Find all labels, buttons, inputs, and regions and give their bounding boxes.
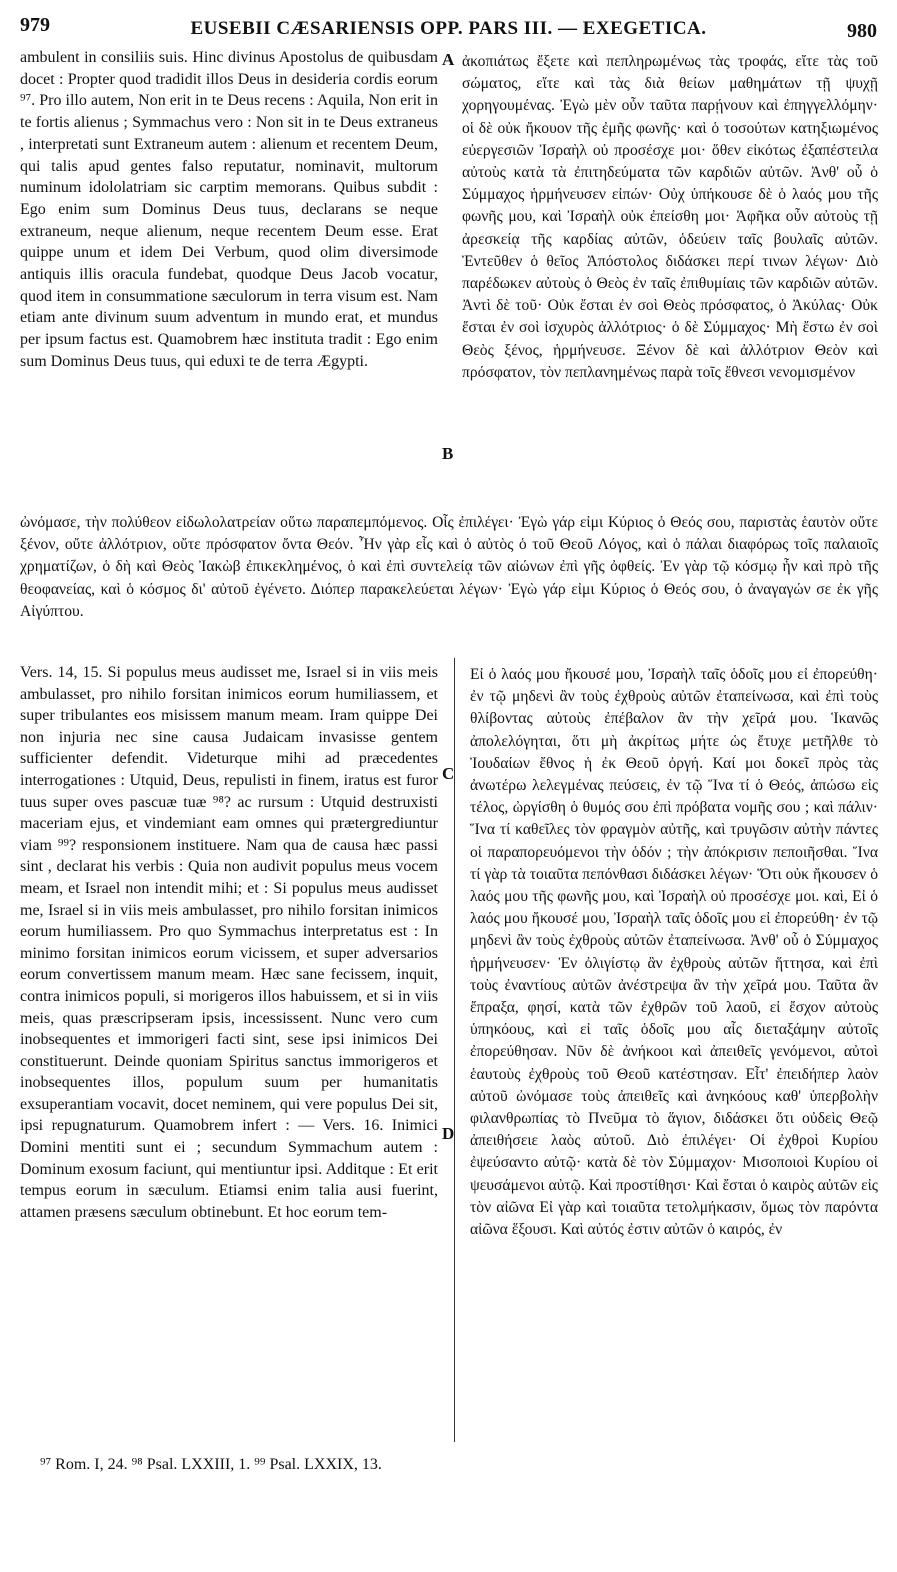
latin-paragraph-bottom: Vers. 14, 15. Si populus meus audisset me, Israel si in viis meis ambulasset, pro nihilo forsitan inimicos eorum humiliassem, et super tribulantes eos misissem manum meam. Iram quippe Dei non injuria nec sine causa Judaicam invasisse gentem sufficienter defendit. Videturque mihi ad præcedentes interrogationes : Utquid, Deus, repulisti in finem, iratus est furor tuus super oves pascuæ tuæ ⁹⁸? ac rursum : Utquid destruxisti maceriam ejus, et vindemiant eam omnes qui prætergrediuntur viam ⁹⁹? responsionem instituere. Nam qua de causa hæc passi sint , declarat his verbis : Quia non audivit populus meus vocem meam, et Israel non intendit mihi; et : Si populus meus audisset me, Israel si in viis meis ambulasset, pro nihilo forsitan inimicos eorum humiliassem. Pro quo Symmachus interpretatus est : In minimo forsitan inimicos eorum vicissem, et super adversarios eorum convertissem manum meam. Hæc sane fecissem, inquit, contra inimicos populi, si morigeros illos habuissem, et si in viis meis, quas præscripseram ipsis, incessissent. Nunc vero cum inobsequentes et immorigeri facti sint, sese ipsi inimicos Dei constituerunt. Deinde quoniam Spiritus sanctus immorigeros et inobsequentes illos, populum suum per humanitatis exsuperantiam vocavit, docet neminem, qui vere populus Dei sit, ipsi repugnaturum. Quamobrem infert : — Vers. 16. Inimici Domini mentiti sunt ei ; secundum Symmachum autem : Dominum exosum faciunt, qui mentiuntur ipsi. Additque : Et erit tempus eorum in sæculum. Etiamsi enim talia ausi fuerint, attamen præsens sæculum obtinebunt. Et hoc eorum tem-	[20, 664, 438, 1221]
page-header	[20, 14, 877, 44]
latin-column-bottom	[20, 662, 438, 1442]
greek-paragraph-bottom: Εἰ ὁ λαός μου ἤκουσέ μου, Ἰσραὴλ ταῖς ὁδοῖς μου εἰ ἐπορεύθη· ἐν τῷ μηδενὶ ἂν τοὺς ἐχθροὺς αὐτῶν ἐταπείνωσα, καὶ ἐπὶ τοὺς θλίβοντας αὐτοὺς ἐπέβαλον ἂν τὴν χεῖρά μου. Ἱκανῶς ἀπολελόγηται, ὅτι μὴ ἀκρίτως μήτε ὡς ἔτυχε μετῆλθε τὸ Ἰουδαίων ἔθνος ἡ ἐκ Θεοῦ ὀργή. Καί μοι δοκεῖ πρὸς τὰς ἀνωτέρω λελεγμένας πεύσεις, ἐν τῷ Ἵνα τί ὁ Θεός, ἀπώσω εἰς τέλος, ὠργίσθη ὁ θυμός σου ἐπὶ πρόβατα νομῆς σου ; καὶ πάλιν· Ἵνα τί καθεῖλες τὸν φραγμὸν αὐτῆς, καὶ τρυγῶσιν αὐτὴν πάντες οἱ παραπορευόμενοι τὴν ὁδόν ; τὴν ἀπόκρισιν πεποιῆσθαι. Ἵνα τί γὰρ τὰ τοιαῦτα πεπόνθασι διδάσκει λέγων· Ὅτι οὐκ ἤκουσεν ὁ λαός μου τῆς φωνῆς μου, καὶ Ἰσραὴλ οὐ προσέσχε μοι. καὶ, Εἰ ὁ λαός μου ἤκουσέ μου, Ἰσραὴλ ταῖς ὁδοῖς μου εἰ ἐπορεύθη· ἐν τῷ μηδενὶ ἂν τοὺς ἐχθροὺς αὐτῶν ἐταπείνωσα. Ἀνθ' οὗ ὁ Σύμμαχος ἡρμήνευσεν· Ἐν ὀλιγίστῳ ἂν ἐχθροὺς αὐτῶν ἥττησα, καὶ ἐπὶ τοὺς ἐναντίους αὐτῶν ἀνέστρεψα ἂν τὴν χεῖρά μου. Ταῦτα ἂν ἔπραξα, φησί, κατὰ τῶν ἐχθρῶν τοῦ λαοῦ, εἰ ἔσχον αὐτοὺς ὑπηκόους, καὶ εἰ ταῖς ὁδοῖς μου αἷς διεταξάμην αὐτοῖς ἐπορεύθησαν. Νῦν δὲ ἀνήκοοι καὶ ἀπειθεῖς γενόμενοι, αὐτοὶ ἑαυτοὺς ἐχθροὺς τοῦ Θεοῦ κατέστησαν. Εἶτ' ἐπειδήπερ λαὸν αὐτοῦ ὠνόμασε τοὺς ἀπειθεῖς καὶ ἀνηκόους καθ' ὑπερβολὴν φιλανθρωπίας τὸ Πνεῦμα τὸ ἅγιον, διδάσκει ὅτι οὐδεὶς Θεῷ ἀπειθήσειε λαὸς αὐτοῦ. Διὸ ἐπιλέγει· Οἱ ἐχθροὶ Κυρίου ἐψεύσαντο αὐτῷ· κατὰ δὲ τὸν Σύμμαχον· Μισοποιοὶ Κυρίου οἱ ψευσάμενοι αὐτῷ. Καὶ προστίθησι· Καὶ ἔσται ὁ καιρὸς αὐτῶν εἰς τὸν αἰῶνα Εἰ γὰρ καὶ τοιαῦτα τετολμήκασιν, ὅμως τὸν παρόντα αἰῶνα ἕξουσι. Καὶ αὐτός ἐστιν αὐτῶν ὁ καιρός, ἐν	[470, 666, 878, 1239]
margin-marker-c: C	[442, 764, 455, 783]
greek-column-top	[462, 51, 878, 511]
page-number-left: 979	[20, 14, 50, 36]
margin-marker-a: A	[442, 50, 455, 69]
greek-paragraph-full: ὠνόμασε, τὴν πολύθεον εἰδωλολατρείαν οὕτω παραπεμπόμενος. Οἷς ἐπιλέγει· Ἐγὼ γάρ εἰμι Κύριος ὁ Θεός σου, παριστὰς ἑαυτὸν οὔτε ξένον, οὔτε ἀλλότριον, οὔτε πρόσφατον ὄντα Θεόν. Ἦν γὰρ εἷς καὶ ὁ αὐτὸς ὁ τοῦ Θεοῦ Λόγος, καὶ ὁ πάλαι διαφόρως τοῖς παλαιοῖς χρηματίζων, ὁ δὴ καὶ Θεὸς Ἰακὼβ ἐπικεκλημένος, ὁ καὶ ἐπὶ συντελείᾳ τῶν αἰώνων ἐπὶ γῆς ὀφθείς. Ἐν γὰρ τῷ κόσμῳ ἦν καὶ πρὸ τῆς θεοφανείας, καὶ ὁ κόσμος δι' αὐτοῦ ἐγένετο. Διόπερ παρακελεύεται λέγων· Ἐγὼ γάρ εἰμι Κύριος ὁ Θεός σου, ὁ ἀναγαγών σε ἐκ γῆς Αἰγύπτου.	[20, 514, 878, 620]
footnotes: ⁹⁷ Rom. I, 24. ⁹⁸ Psal. LXXIII, 1. ⁹⁹ Psal. LXXIX, 13.	[40, 1456, 382, 1473]
column-separator	[454, 658, 455, 1442]
page-number-right: 980	[847, 20, 877, 42]
running-title: EUSEBII CÆSARIENSIS OPP. PARS III. — EXEGETICA.	[190, 18, 707, 39]
greek-column-bottom	[470, 664, 878, 1442]
latin-column-top	[20, 47, 438, 512]
margin-marker-b: B	[442, 444, 454, 463]
margin-marker-d: D	[442, 1124, 455, 1143]
greek-full-width-block	[20, 512, 878, 652]
latin-paragraph-top: ambulent in consiliis suis. Hinc divinus Apostolus de quibusdam docet : Propter quod tradidit illos Deus in desideria cordis eorum ⁹⁷. Pro illo autem, Non erit in te Deus recens : Aquila, Non erit in te fortis alienus ; Symmachus vero : Non sit in te Deus extraneus , interpretati sunt Extraneum autem : alienum et recentem Deum, qui talis apud gentes falso reputatur, nominavit, multorum numinum idololatriam sic carptim memorans. Quibus subdit : Ego enim sum Dominus Deus tuus, declarans se neque extraneum, neque alienum, neque recentem Deum esse. Erat quippe unum et idem Dei Verbum, quod olim diversimode antiquis illis oracula fundebat, quodque Deus Jacob vocatur, quod item in consummatione sæculorum in terra visum est. Nam etiam ante divinum suum adventum in mundo erat, et mundus per ipsum factus est. Quamobrem hæc instituta tradit : Ego enim sum Dominus Deus tuus, qui eduxi te de terra Ægypti.	[20, 49, 438, 370]
greek-paragraph-top: ἀκοπιάτως ἔξετε καὶ πεπληρωμένως τὰς τροφάς, εἴτε τὰς τοῦ σώματος, εἴτε καὶ τὰς διὰ θείων μαθημάτων τῇ ψυχῇ χορηγουμένας. Ἐγὼ μὲν οὖν ταῦτα παρῄνουν καὶ ἐπηγγελλόμην· οἱ δὲ οὐκ ἤκουον τῆς ἐμῆς φωνῆς· καὶ ὁ τοσούτων κατηξιωμένος εὐεργεσιῶν Ἰσραὴλ οὐ προσέσχε μοι· ὅθεν εἰκότως ἐξαπέστειλα αὐτοὺς κατὰ τὰ ἐπιτηδεύματα τῶν καρδιῶν αὐτῶν. Ἀνθ' οὗ ὁ Σύμμαχος ἡρμήνευσεν εἰπών· Οὐχ ὑπήκουσε δὲ ὁ λαός μου τῆς φωνῆς μου, καὶ Ἰσραὴλ οὐκ ἐπείσθη μοι· Ἀφῆκα οὖν αὐτοὺς τῇ ἀρεσκείᾳ τῆς καρδίας αὐτῶν, ὁδεύειν ταῖς βουλαῖς αὐτῶν. Ἐντεῦθεν ὁ θεῖος Ἀπόστολος διδάσκει περί τινων λέγων· Διὸ παρέδωκεν αὐτοὺς ὁ Θεὸς ἐν ταῖς ἐπιθυμίαις τῶν καρδιῶν αὐτῶν. Ἀντὶ δὲ τοῦ· Οὐκ ἔσται ἐν σοὶ Θεὸς πρόσφατος, ὁ Ἀκύλας· Οὐκ ἔσται ἐν σοὶ ἰσχυρὸς ἀλλότριος· ὁ δὲ Σύμμαχος· Μὴ ἔστω ἐν σοὶ Θεὸς ξένος, ἡρμήνευσε. Ξένον δὲ καὶ ἀλλότριον Θεὸν καὶ πρόσφατον, τὸν πεπλανημένως παρὰ τοῖς ἔθνεσι νενομισμένον	[462, 53, 878, 381]
